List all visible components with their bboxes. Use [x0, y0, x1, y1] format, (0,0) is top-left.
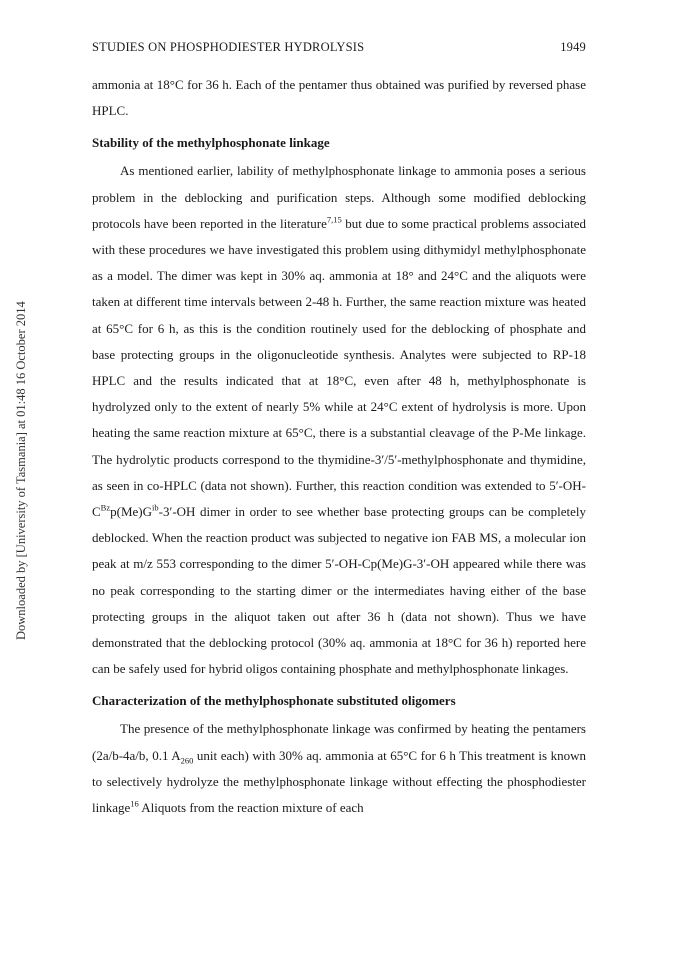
running-title: STUDIES ON PHOSPHODIESTER HYDROLYSIS: [92, 40, 365, 54]
paragraph-stability: [92, 158, 586, 682]
text-run: unit each) with 30% aq. ammonia at 65°C for 6 h This treatment is known to selectively hydrolyze the methylphosphonate linkage without effecting the phosphodiester linkage: [92, 747, 586, 816]
text-run: p(Me)G: [110, 504, 153, 520]
text-run: As mentioned earlier, lability of methylphosphonate linkage to ammonia poses a serious problem in the deblocking and purification steps. Although some modified deblocking protocols have been reported in the literature: [92, 163, 586, 231]
superscript-bz: Bz: [100, 502, 111, 513]
section-heading-stability: Stability of the methylphosphonate linkage: [92, 135, 330, 151]
section-heading-characterization: Characterization of the methylphosphonate substituted oligomers: [92, 693, 456, 709]
text-run: -3′-OH dimer in order to see whether base protecting groups can be completely deblocked. When the reaction product was subjected to negative ion FAB MS, a molecular ion peak at m/z 553 corresponding to the dimer 5′-OH-Cp(Me)G-3′-OH appeared while there was no peak corresponding to the starting dimer or the intermediates having either of the base protecting groups in the aliquot taken out after 36 h (data not shown). Thus we have demonstrated that the deblocking protocol (30% aq. ammonia at 18°C for 36 h) reported here can be safely used for hybrid oligos containing phosphate and methylphosphonate linkages.: [92, 504, 586, 677]
page-number: 1949: [560, 40, 586, 54]
superscript-ib: ib: [152, 502, 159, 513]
text-run: Aliquots from the reaction mixture of each: [138, 800, 364, 816]
citation-ref: 7,15: [326, 214, 342, 225]
subscript-260: 260: [180, 755, 194, 766]
text-run: but due to some practical problems associated with these procedures we have investigated this problem using dithymidyl methylphosphonate as a model. The dimer was kept in 30% aq. ammonia at 18° and 24°C and the aliquots were taken at different time intervals between 2-48 h. Further, the same reaction mixture was heated at 65°C for 6 h, as this is the condition routinely used for the deblocking of phosphate and base protecting groups in the oligonucleotide synthesis. Analytes were subjected to RP-18 HPLC and the results indicated that at 18°C, even after 48 h, methylphosphonate is hydrolyzed only to the extent of nearly 5% while at 24°C extent of hydrolysis is more. Upon heating the same reaction mixture at 65°C, there is a substantial cleavage of the P-Me linkage. The hydrolytic products correspond to the thymidine-3′/5′-methylphosphonate and thymidine, as seen in co-HPLC (data not shown). Further, this reaction condition was extended to 5′-OH-C: [92, 215, 586, 520]
text-run: The presence of the methylphosphonate linkage was confirmed by heating the pentamers (2a/b-4a/b, 0.1 A: [92, 721, 586, 763]
page-body: [92, 72, 586, 821]
download-watermark: Downloaded by [University of Tasmania] at 01:48 16 October 2014: [14, 301, 28, 640]
citation-ref: 16: [130, 798, 139, 809]
paragraph-characterization: [92, 716, 586, 821]
paragraph-intro: ammonia at 18°C for 36 h. Each of the pentamer thus obtained was purified by reversed phase HPLC.: [92, 77, 586, 119]
